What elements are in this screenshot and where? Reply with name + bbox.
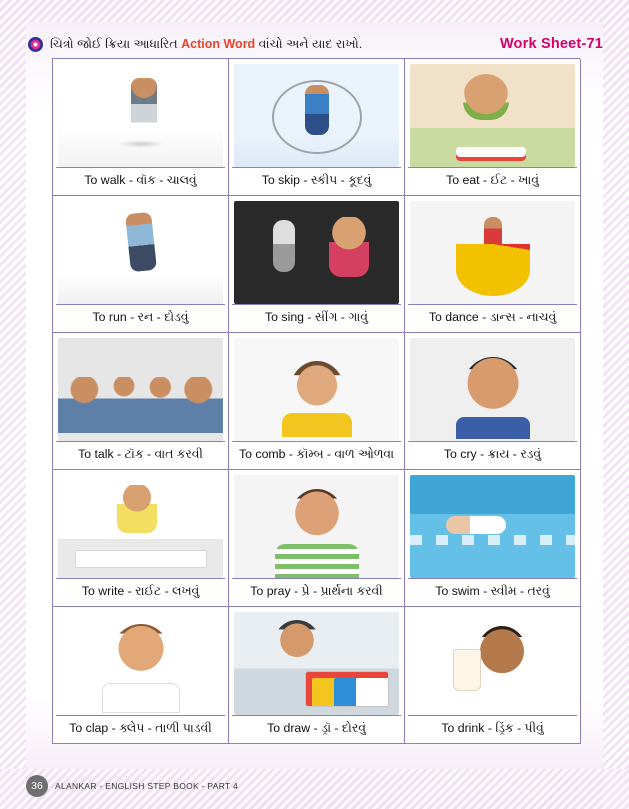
instruction-text: [50, 37, 362, 52]
action-image: [410, 338, 575, 441]
action-caption: To sing - સીંગ - ગાવું: [232, 304, 401, 329]
action-caption: To dance - ડાન્સ - નાચવું: [408, 304, 577, 329]
action-image: [234, 201, 399, 304]
action-card[interactable]: [53, 333, 229, 470]
girl-singing-microphone-photo: [234, 201, 399, 304]
boy-skipping-rope-photo: [234, 64, 399, 167]
bullet-target-icon: [28, 37, 43, 52]
action-caption: To run - રન - દોડવું: [56, 304, 225, 329]
action-image: [410, 201, 575, 304]
instruction-text-pre: ચિત્રો જોઈ ક્રિયા આધારિત: [50, 36, 182, 51]
book-info: ALANKAR - ENGLISH STEP BOOK - PART 4: [55, 781, 239, 791]
page-number: 36: [26, 775, 48, 797]
boy-praying-photo: [234, 475, 399, 578]
action-image: [410, 612, 575, 715]
action-image: [234, 338, 399, 441]
action-caption: To talk - ટૉક - વાત કરવી: [56, 441, 225, 466]
children-talking-photo: [58, 338, 223, 441]
action-card[interactable]: [53, 470, 229, 607]
action-card[interactable]: [405, 59, 581, 196]
action-image: [58, 612, 223, 715]
action-card[interactable]: [229, 607, 405, 744]
boy-eating-photo: [410, 64, 575, 167]
boy-crying-photo: [410, 338, 575, 441]
action-caption: To pray - પ્રે - પ્રાર્થના કરવી: [232, 578, 401, 603]
boy-running-photo: [58, 201, 223, 304]
action-caption: To walk - વૉક - ચાલવું: [56, 167, 225, 192]
swimmer-photo: [410, 475, 575, 578]
action-image: [58, 64, 223, 167]
action-card[interactable]: [405, 470, 581, 607]
action-card[interactable]: [229, 333, 405, 470]
action-caption: To write - રાઈટ - લખવું: [56, 578, 225, 603]
action-image: [234, 475, 399, 578]
action-image: [410, 64, 575, 167]
action-card[interactable]: [405, 333, 581, 470]
girl-writing-photo: [58, 475, 223, 578]
action-caption: To skip - સ્કીપ - કૂદવું: [232, 167, 401, 192]
action-image: [58, 475, 223, 578]
girl-combing-hair-photo: [234, 338, 399, 441]
decorative-top-border: [0, 0, 629, 22]
action-card[interactable]: [405, 607, 581, 744]
action-caption: To clap - ક્લેપ - તાળી પાડવી: [56, 715, 225, 740]
action-caption: To comb - કૉમ્બ - વાળ ઓળવા: [232, 441, 401, 466]
instruction-text-accent: Action Word: [181, 36, 256, 51]
boy-drinking-photo: [410, 612, 575, 715]
action-image: [234, 612, 399, 715]
action-card[interactable]: [229, 470, 405, 607]
action-card[interactable]: [229, 59, 405, 196]
action-word-grid: [52, 58, 580, 744]
action-caption: To draw - ડ્રૉ - દોરવું: [232, 715, 401, 740]
action-card[interactable]: [229, 196, 405, 333]
decorative-right-border: [603, 0, 629, 809]
page-footer: [26, 775, 238, 797]
boy-drawing-photo: [234, 612, 399, 715]
decorative-left-border: [0, 0, 26, 809]
boy-clapping-photo: [58, 612, 223, 715]
action-card[interactable]: [53, 607, 229, 744]
page-header: [28, 30, 603, 58]
instruction-text-post: વાંચો અને યાદ રાખો.: [255, 36, 363, 51]
action-caption: To eat - ઈટ - ખાવું: [408, 167, 577, 192]
action-card[interactable]: [53, 196, 229, 333]
action-caption: To swim - સ્વીમ - તરવું: [408, 578, 577, 603]
boy-walking-photo: [58, 64, 223, 167]
action-caption: To drink - ડ્રિંક - પીવું: [408, 715, 577, 740]
action-card[interactable]: [405, 196, 581, 333]
action-image: [58, 338, 223, 441]
action-image: [410, 475, 575, 578]
girl-dancing-photo: [410, 201, 575, 304]
action-caption: To cry - ક્રાય - રડવું: [408, 441, 577, 466]
action-card[interactable]: [53, 59, 229, 196]
action-image: [58, 201, 223, 304]
action-image: [234, 64, 399, 167]
worksheet-label: Work Sheet-71: [499, 36, 603, 52]
